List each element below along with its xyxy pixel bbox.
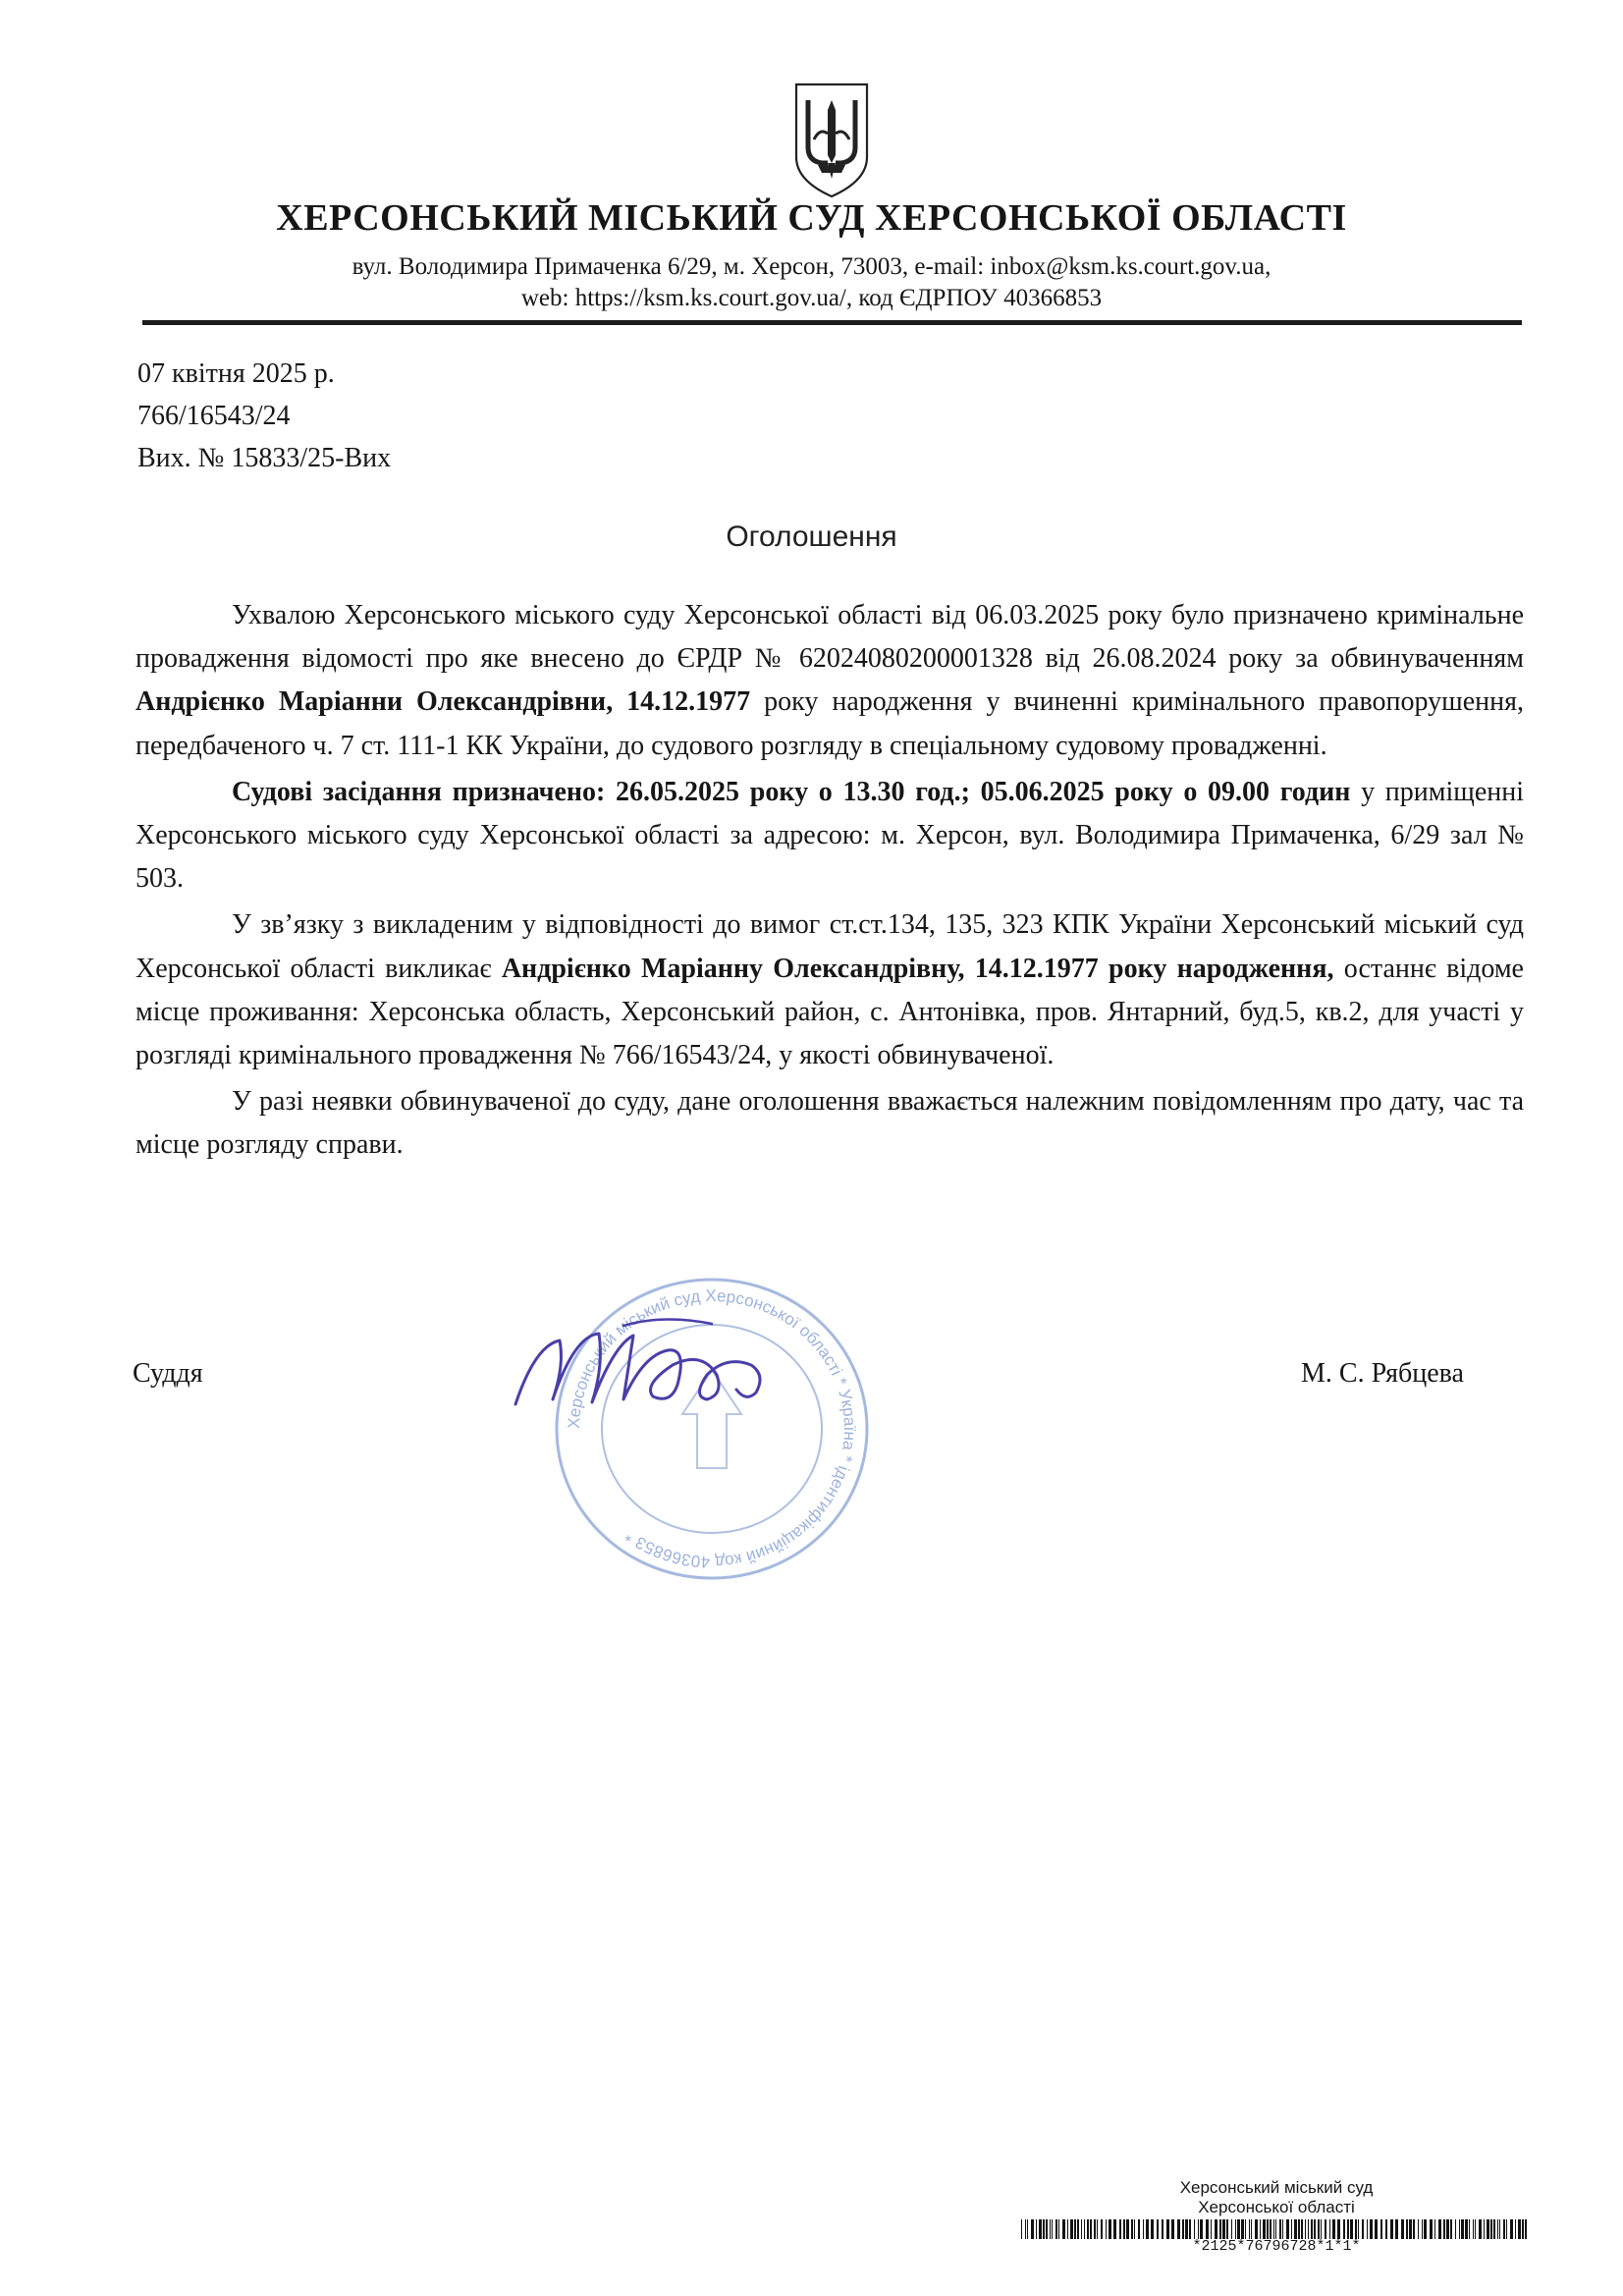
paragraph-ruling: Ухвалою Херсонського міського суду Херсонської області від 06.03.2025 року було призначено кримінальне провадження відомості про яке внесено до ЄРДР № 62024080200001328 від 26.08.2024 року за обвинуваченням Андрієнко Маріанни Олександрівни, 14.12.1977 року народження у вчиненні кримінального правопорушення, передбаченого ч. 7 ст. 111-1 КК України, до судового розгляду в спеціальному судовому провадженні. <box>135 600 1524 761</box>
court-name: ХЕРСОНСЬКИЙ МІСЬКИЙ СУД ХЕРСОНСЬКОЇ ОБЛАСТІ <box>276 197 1347 239</box>
barcode-block <box>1011 2178 1542 2255</box>
notice-title: Оголошення <box>726 520 897 553</box>
case-number: 766/16543/24 <box>137 401 291 431</box>
judge-name: М. С. Рябцева <box>1301 1358 1464 1389</box>
barcode-icon <box>1021 2219 1532 2239</box>
paragraph-hearings: Судові засідання призначено: 26.05.2025 року о 13.30 год.; 05.06.2025 року о 09.00 годин у приміщенні Херсонського міського суду Херсонської області за адресою: м. Херсон, вул. Володимира Примаченка, 6/29 зал № 503. <box>135 776 1525 895</box>
judge-signature <box>506 1306 790 1424</box>
court-web-line: web: https://ksm.ks.court.gov.ua/, код ЄДРПОУ 40366853 <box>520 285 1103 311</box>
court-address-line: вул. Володимира Примаченка 6/29, м. Херсон, 73003, e-mail: inbox@ksm.ks.court.gov.ua, <box>352 253 1271 280</box>
header-divider <box>142 320 1522 325</box>
paragraph-non-appearance: У разі неявки обвинуваченої до суду, дане оголошення вважається належним повідомленням про дату, час та місце розгляду справи. <box>135 1086 1524 1161</box>
outgoing-number: Вих. № 15833/25-Вих <box>137 443 392 473</box>
document-date: 07 квітня 2025 р. <box>137 358 335 389</box>
barcode-number: *2125*76796728*1*1* <box>1192 2238 1361 2255</box>
barcode-court-line1: Херсонський міський суд <box>1179 2178 1374 2197</box>
notice-body <box>135 594 1524 1171</box>
stamp-text: Херсонський міський суд Херсонської області * Україна * ідентифікаційний код 40366853 * <box>564 1285 860 1572</box>
barcode-court-line2: Херсонської області <box>1198 2198 1355 2216</box>
trident-emblem-icon <box>788 79 875 201</box>
paragraph-summons: У зв’язку з викладеним у відповідності до вимог ст.ст.134, 135, 323 КПК України Херсонський міський суд Херсонської області викликає Андрієнко Маріанну Олександрівну, 14.12.1977 року народження, останнє відоме місце проживання: Херсонська область, Херсонський район, с. Антонівка, пров. Янтарний, буд.5, кв.2, для участі у розгляді кримінального провадження № 766/16543/24, у якості обвинуваченої. <box>135 909 1524 1071</box>
judge-label: Суддя <box>133 1358 203 1389</box>
